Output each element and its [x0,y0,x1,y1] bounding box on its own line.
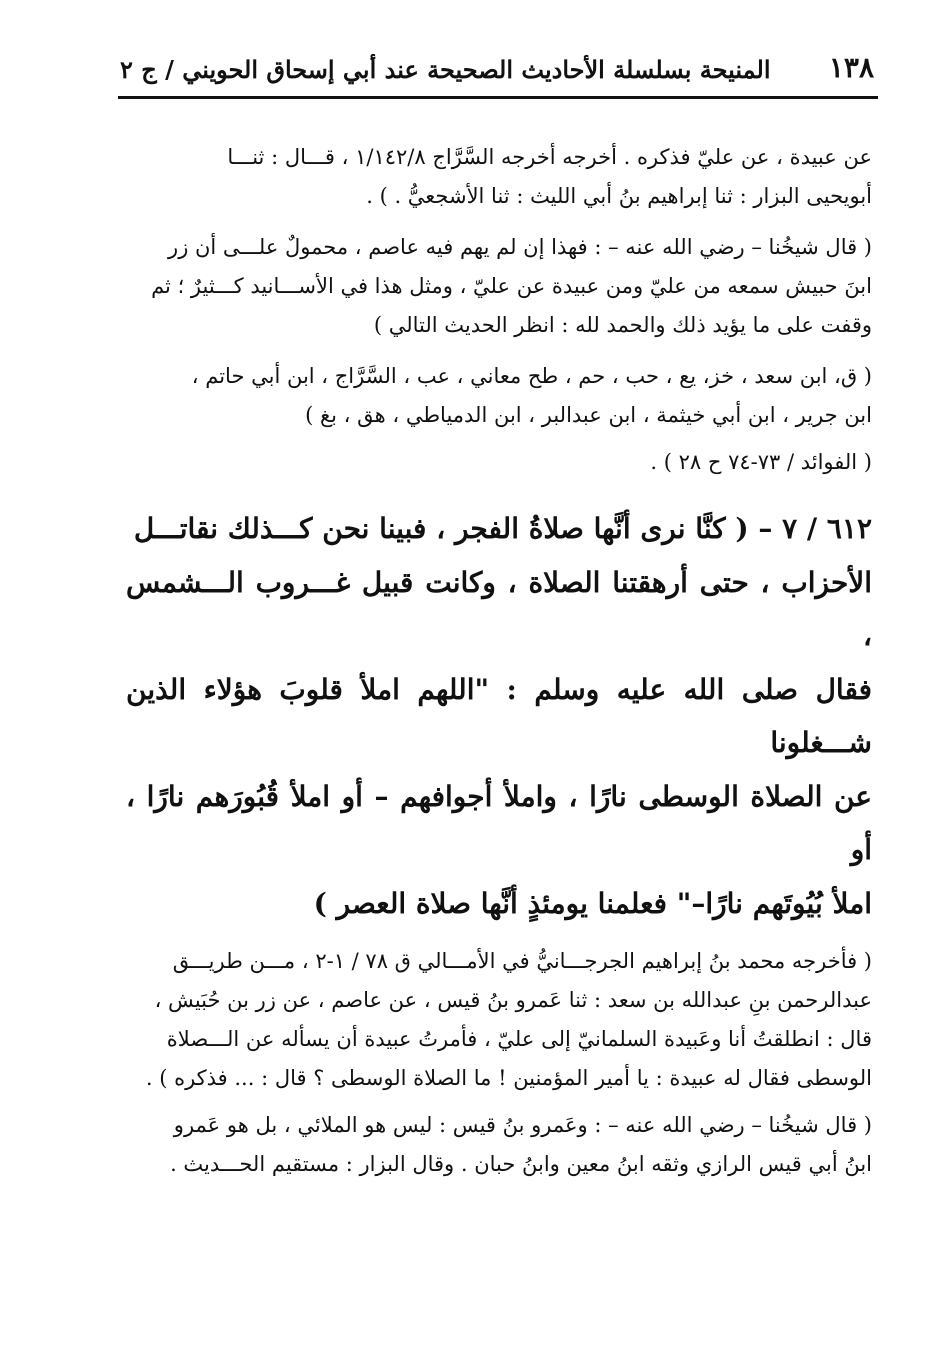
paragraph-hadith-takhrij [126,942,872,1098]
text-line: املأ بُيُوتَهم نارًا–" فعلمنا يومئذٍ أنَّها صلاة العصر ) [313,886,872,920]
page-header [120,48,874,98]
paragraph-sheikh-comment [126,228,872,345]
text-line: عن الصلاة الوسطى نارًا ، واملأ أجوافهم – أو املأ قُبُورَهم نارًا ، أو [126,779,872,866]
running-title: المنيحة بسلسلة الأحاديث الصحيحة عند أبي إسحاق الحويني / ج ٢ [120,55,771,84]
text-line: عن عبيدة ، عن عليّ فذكره . أخرجه أخرجه السَّرَّاج ١/١٤٢/٨ ، قـــال : ثنـــا [227,145,872,169]
text-line: فقال صلى الله عليه وسلم : "اللهم املأ قلوبَ هؤلاء الذين شـــغلونا [126,672,872,759]
text-line: عبدالرحمن بنِ عبدالله بن سعد : ثنا عَمرو بنُ قيس ، عن عاصم ، عن زر بن حُبَيش ، [154,988,872,1012]
text-line: وقفت على ما يؤيد ذلك والحمد لله : انظر الحديث التالي ) [373,313,872,337]
text-line: ٦١٢ / ٧ – ( كنَّا نرى أنَّها صلاةُ الفجر ، فبينا نحن كـــذلك نقاتـــل [133,512,872,545]
text-line: ( فأخرجه محمد بنُ إبراهيم الجرجـــانيُّ في الأمـــالي ق ٧٨ / ١-٢ ، مـــن طريـــق [172,949,872,973]
paragraph-reference [126,443,872,482]
page-number: ١٣٨ [828,51,874,84]
text-line: ( قال شيخُنا – رضي الله عنه – : وعَمرو بنُ قيس : ليس هو الملائي ، بل هو عَمرو [173,1113,872,1137]
text-line: أبويحيى البزار : ثنا إبراهيم بنُ أبي الليث : ثنا الأشجعيُّ . ) . [366,184,872,208]
text-line: ( ق، ابن سعد ، خز، يع ، حب ، حم ، طح معاني ، عب ، السَّرَّاج ، ابن أبي حاتم ، [191,364,872,388]
text-line: ابن جرير ، ابن أبي خيثمة ، ابن عبدالبر ، ابن الدمياطي ، هق ، بغ ) [305,403,872,427]
text-line: قال : انطلقتُ أنا وعَبيدة السلمانيّ إلى عليّ ، فأمرتُ عبيدة أن يسأله عن الـــصلاة [166,1027,872,1051]
header-divider [118,96,878,99]
text-line: ابنُ أبي قيس الرازي وثقه ابنُ معين وابنُ حبان . وقال البزار : مستقيم الحـــديث . [170,1152,872,1176]
text-line: ( قال شيخُنا – رضي الله عنه – : فهذا إن لم يهم فيه عاصم ، محمولٌ علـــى أن زر [168,235,872,259]
text-line: الأحزاب ، حتى أرهقتنا الصلاة ، وكانت قبيل غـــروب الـــشمس ، [126,565,872,652]
paragraph-narrator-comment [126,1106,872,1184]
page-body [126,138,872,1184]
text-line: ( الفوائد / ٧٣-٧٤ ح ٢٨ ) . [650,450,872,474]
paragraph-takhrij-continuation [126,138,872,216]
text-line: ابنَ حبيش سمعه من عليّ ومن عبيدة عن عليّ ، ومثل هذا في الأســـانيد كـــثيرٌ ؛ ثم [151,274,872,298]
paragraph-sources-list [126,357,872,435]
text-line: الوسطى فقال له عبيدة : يا أمير المؤمنين ! ما الصلاة الوسطى ؟ قال : ... فذكره ) . [145,1066,872,1090]
hadith-text [126,502,872,930]
